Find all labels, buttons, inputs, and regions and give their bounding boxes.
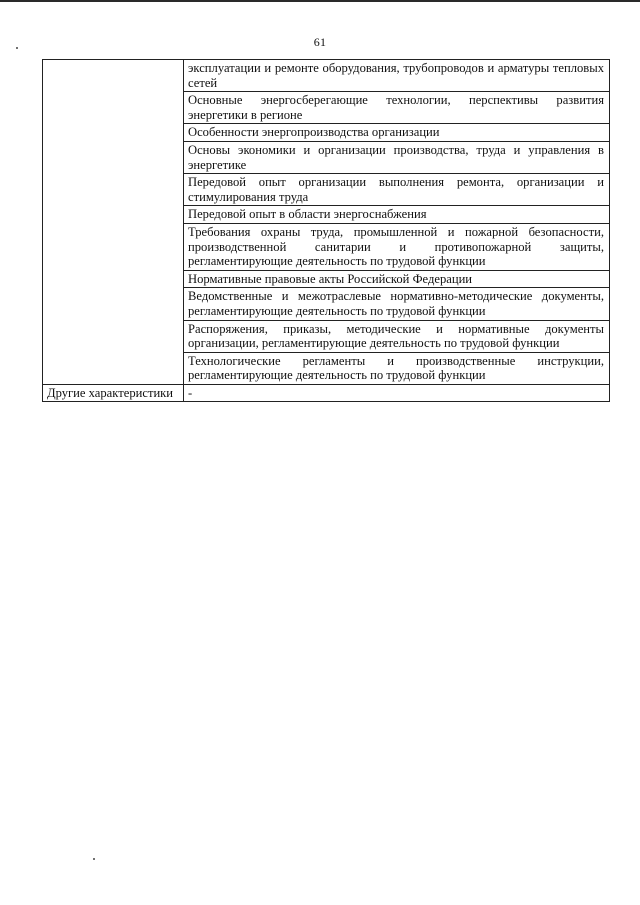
table-row <box>43 60 610 92</box>
requirements-table <box>42 59 610 402</box>
scan-speck <box>16 47 18 49</box>
requirement-item: Передовой опыт в области энергоснабжения <box>184 206 610 224</box>
requirement-item: Передовой опыт организации выполнения ремонта, организации и стимулирования труда <box>184 174 610 206</box>
requirement-item: Особенности энергопроизводства организации <box>184 124 610 142</box>
other-characteristics-label: Другие характеристики <box>43 384 184 402</box>
requirement-item: Распоряжения, приказы, методические и нормативные документы организации, регламентирующие деятельность по трудовой функции <box>184 320 610 352</box>
requirement-item: Требования охраны труда, промышленной и пожарной безопасности, производственной санитарии и противопожарной защиты, регламентирующие деятельность по трудовой функции <box>184 223 610 270</box>
requirement-item: Ведомственные и межотраслевые нормативно-методические документы, регламентирующие деятельность по трудовой функции <box>184 288 610 320</box>
top-edge-rule <box>0 0 640 2</box>
table-row <box>43 384 610 402</box>
page-number: 61 <box>313 35 327 49</box>
other-characteristics-value: - <box>184 384 610 402</box>
requirement-item: Основы экономики и организации производства, труда и управления в энергетике <box>184 141 610 173</box>
requirement-item: Технологические регламенты и производственные инструкции, регламентирующие деятельность по трудовой функции <box>184 352 610 384</box>
requirement-item: эксплуатации и ремонте оборудования, трубопроводов и арматуры тепловых сетей <box>184 60 610 92</box>
required-knowledge-label-cell <box>43 60 184 385</box>
scan-speck <box>93 858 95 860</box>
requirement-item: Основные энергосберегающие технологии, перспективы развития энергетики в регионе <box>184 92 610 124</box>
requirement-item: Нормативные правовые акты Российской Федерации <box>184 270 610 288</box>
